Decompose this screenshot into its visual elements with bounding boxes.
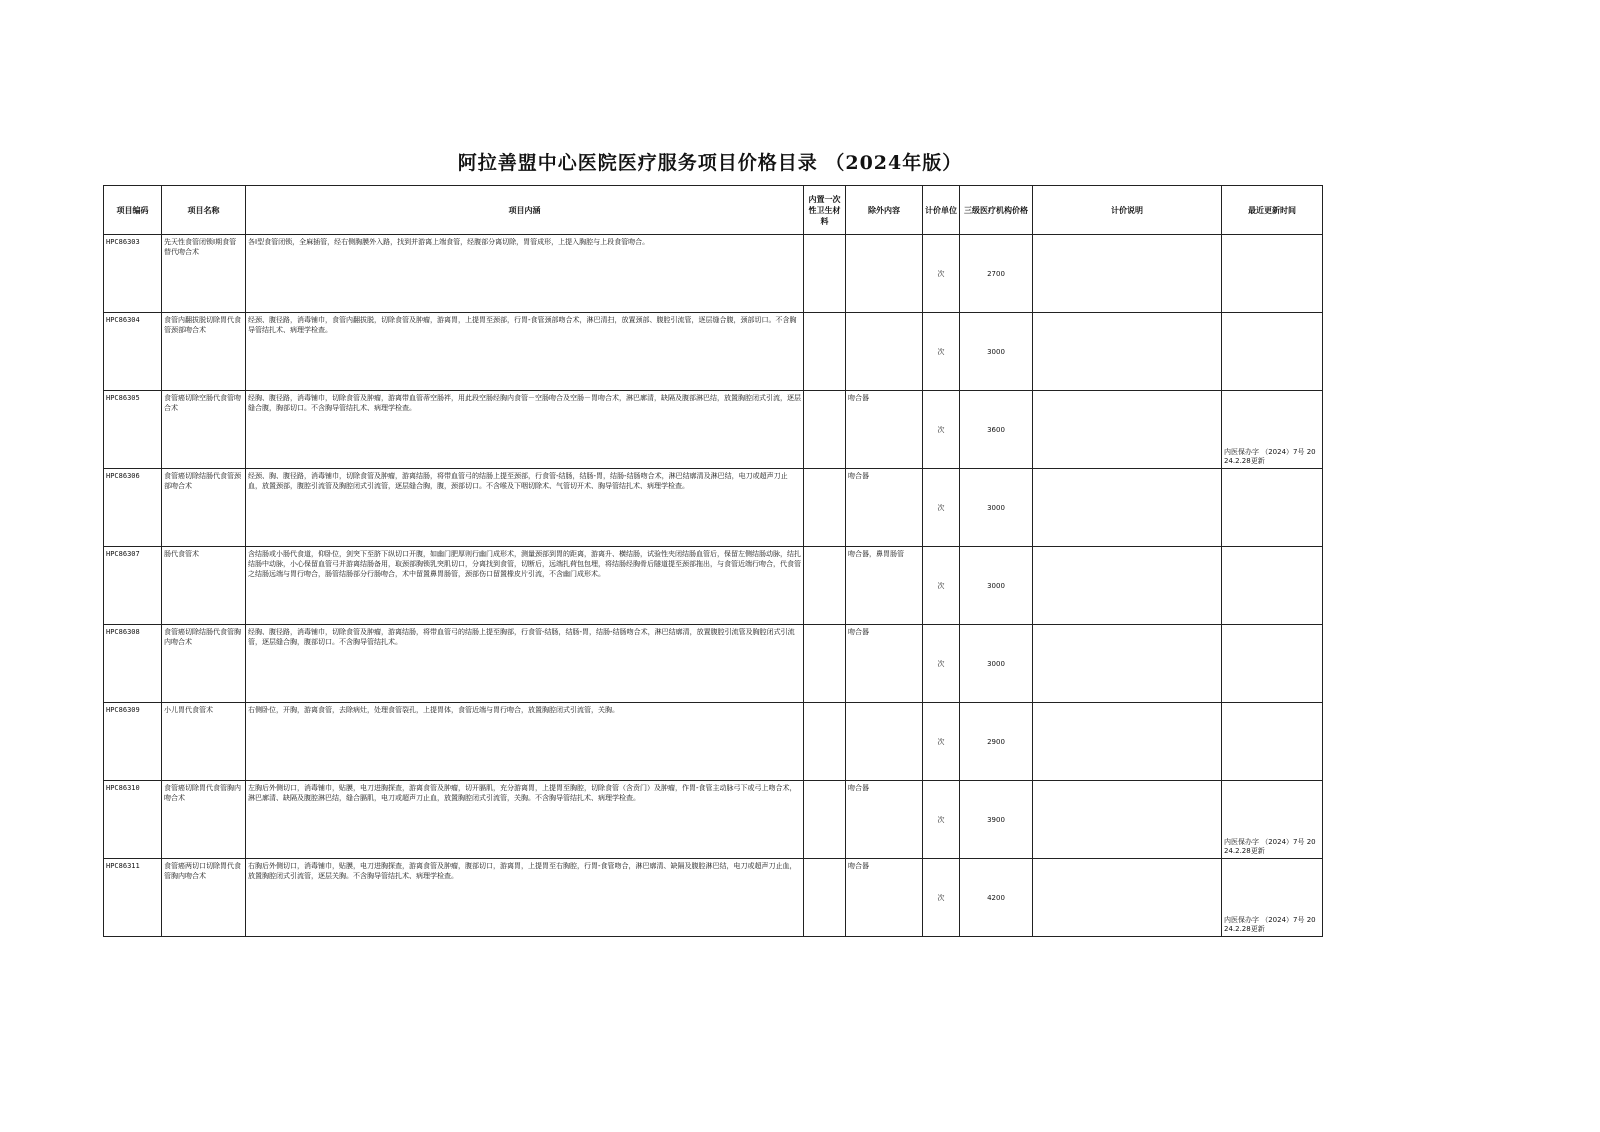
item-updated	[1222, 625, 1323, 703]
item-material	[804, 625, 846, 703]
item-excluded: 吻合器，鼻胃肠管	[846, 547, 923, 625]
item-content: 经颈、腹径路，消毒铺巾，食管内翻拔脱，切除食管及肿瘤，游离胃，上提胃至颈部，行胃-食管颈部吻合术，淋巴清扫，放置颈部、腹腔引流管，逐层缝合腹，颈部切口。不含胸导管结扎术、病理学检查。	[246, 313, 804, 391]
item-excluded: 吻合器	[846, 625, 923, 703]
item-excluded: 吻合器	[846, 781, 923, 859]
price-table	[103, 185, 1323, 937]
item-updated	[1222, 235, 1323, 313]
item-unit: 次	[923, 469, 960, 547]
item-material	[804, 781, 846, 859]
col-header-material: 内置一次性卫生材料	[804, 186, 846, 235]
item-content: 左胸后外侧切口，消毒铺巾，贴膜，电刀进胸探查，游离食管及肿瘤，切开膈肌，充分游离胃，上提胃至胸腔，切除食管（含贲门）及肿瘤，作胃-食管主动脉弓下或弓上吻合术，淋巴廓清、缺隔及腹腔淋巴结，缝合膈肌，电刀或超声刀止血，放置胸腔闭式引流管，关胸。不含胸导管结扎术、病理学检查。	[246, 781, 804, 859]
item-note	[1033, 859, 1222, 937]
table-row	[104, 469, 1323, 547]
item-price: 3900	[960, 781, 1033, 859]
item-content: 右侧卧位，开胸，游离食管，去除病灶，处理食管裂孔，上提胃体，食管近端与胃行吻合，放置胸腔闭式引流管，关胸。	[246, 703, 804, 781]
col-header-excluded: 除外内容	[846, 186, 923, 235]
item-note	[1033, 781, 1222, 859]
item-content: 经胸、腹径路，消毒铺巾，切除食管及肿瘤，游离带血管蒂空肠袢，用此段空肠经胸内食管－空肠吻合及空肠－胃吻合术，淋巴廓清，缺隔及腹部淋巴结，放置胸腔闭式引流，逐层缝合腹，胸部切口。不含胸导管结扎术、病理学检查。	[246, 391, 804, 469]
item-code: HPC86311	[104, 859, 162, 937]
item-note	[1033, 313, 1222, 391]
item-code: HPC86305	[104, 391, 162, 469]
item-name: 先天性食管闭锁Ⅰ期食管替代吻合术	[162, 235, 246, 313]
item-code: HPC86304	[104, 313, 162, 391]
item-excluded: 吻合器	[846, 859, 923, 937]
item-name: 食管癌切除结肠代食管胸内吻合术	[162, 625, 246, 703]
item-price: 3000	[960, 313, 1033, 391]
header-row	[104, 186, 1323, 235]
item-note	[1033, 547, 1222, 625]
item-code: HPC86303	[104, 235, 162, 313]
item-price: 3000	[960, 469, 1033, 547]
item-name: 肠代食管术	[162, 547, 246, 625]
item-updated	[1222, 547, 1323, 625]
item-content: 经胸、腹径路，消毒铺巾，切除食管及肿瘤，游离结肠，将带血管弓的结肠上提至胸部，行食管-结肠，结肠-胃，结肠-结肠吻合术，淋巴结廓清，放置腹腔引流管及胸腔闭式引流管，逐层缝合胸，腹部切口。不含胸导管结扎术。	[246, 625, 804, 703]
item-unit: 次	[923, 625, 960, 703]
item-note	[1033, 235, 1222, 313]
col-header-price: 三级医疗机构价格	[960, 186, 1033, 235]
item-content: 右胸后外侧切口，消毒铺巾，贴膜，电刀进胸探查，游离食管及肿瘤，腹部切口，游离胃，上提胃至右胸腔，行胃-食管吻合，淋巴廓清、缺隔及腹腔淋巴结，电刀或超声刀止血，放置胸腔闭式引流管，逐层关胸。不含胸导管结扎术、病理学检查。	[246, 859, 804, 937]
item-name: 食管内翻拔脱切除胃代食管颈部吻合术	[162, 313, 246, 391]
item-price: 4200	[960, 859, 1033, 937]
col-header-unit: 计价单位	[923, 186, 960, 235]
item-material	[804, 391, 846, 469]
item-material	[804, 859, 846, 937]
col-header-note: 计价说明	[1033, 186, 1222, 235]
table-row	[104, 313, 1323, 391]
item-content: 经颈、胸、腹径路，消毒铺巾，切除食管及肿瘤，游离结肠，将带血管弓的结肠上提至颈部，行食管-结肠，结肠-胃，结肠-结肠吻合术，淋巴结廓清及淋巴结，电刀或超声刀止血，放置颈部，腹腔引流管及胸腔闭式引流管，逐层缝合胸，腹，颈部切口。不含喉及下咽切除术、气管切开术、胸导管结扎术、病理学检查。	[246, 469, 804, 547]
col-header-name: 项目名称	[162, 186, 246, 235]
item-unit: 次	[923, 859, 960, 937]
item-name: 食管癌切除胃代食管胸内吻合术	[162, 781, 246, 859]
page-title: 阿拉善盟中心医院医疗服务项目价格目录 （2024年版）	[457, 152, 963, 174]
item-content: 含结肠或小肠代食道，仰卧位，剑突下至脐下纵切口开腹，如幽门肥厚则行幽门成形术，测量颈部到胃的距离，游离升、横结肠，试验性夹闭结肠血管后，保留左侧结肠动脉，结扎结肠中动脉，小心保留血管弓并游离结肠备用，取颈部胸锁乳突肌切口，分离找到食管，切断后，远端扎荷包包埋，将结肠经胸骨后隧道提至颈部拖出，与食管近端行吻合，代食管之结肠远端与胃行吻合，肠管结肠部分行肠吻合，术中留置鼻胃肠管，颈部伤口留置橡皮片引流，不含幽门成形术。	[246, 547, 804, 625]
item-content: 各Ⅰ型食管闭锁，全麻插管，经右侧胸膜外入路，找到并游离上端食管，经腹部分离切除，胃管成形，上提入胸腔与上段食管吻合。	[246, 235, 804, 313]
item-unit: 次	[923, 235, 960, 313]
item-excluded: 吻合器	[846, 391, 923, 469]
item-updated	[1222, 313, 1323, 391]
item-excluded	[846, 313, 923, 391]
item-material	[804, 703, 846, 781]
table-row	[104, 235, 1323, 313]
col-header-updated: 最近更新时间	[1222, 186, 1323, 235]
item-code: HPC86309	[104, 703, 162, 781]
item-unit: 次	[923, 391, 960, 469]
item-material	[804, 547, 846, 625]
item-code: HPC86307	[104, 547, 162, 625]
table-row	[104, 781, 1323, 859]
table-row	[104, 703, 1323, 781]
item-name: 食管癌切除结肠代食管颈部吻合术	[162, 469, 246, 547]
item-note	[1033, 391, 1222, 469]
item-updated: 内医保办字 （2024）7号 2024.2.28更新	[1222, 391, 1323, 469]
item-name: 食管癌切除空肠代食管吻合术	[162, 391, 246, 469]
item-name: 食管癌两切口切除胃代食管胸内吻合术	[162, 859, 246, 937]
item-price: 2700	[960, 235, 1033, 313]
item-material	[804, 469, 846, 547]
table-row	[104, 547, 1323, 625]
item-note	[1033, 703, 1222, 781]
item-unit: 次	[923, 547, 960, 625]
item-price: 3000	[960, 625, 1033, 703]
col-header-content: 项目内涵	[246, 186, 804, 235]
item-updated: 内医保办字 （2024）7号 2024.2.28更新	[1222, 859, 1323, 937]
item-updated: 内医保办字 （2024）7号 2024.2.28更新	[1222, 781, 1323, 859]
table-row	[104, 859, 1323, 937]
item-price: 3600	[960, 391, 1033, 469]
item-name: 小儿胃代食管术	[162, 703, 246, 781]
item-material	[804, 313, 846, 391]
item-code: HPC86308	[104, 625, 162, 703]
item-code: HPC86306	[104, 469, 162, 547]
item-updated	[1222, 703, 1323, 781]
item-price: 3000	[960, 547, 1033, 625]
item-code: HPC86310	[104, 781, 162, 859]
item-price: 2900	[960, 703, 1033, 781]
item-material	[804, 235, 846, 313]
item-unit: 次	[923, 313, 960, 391]
item-note	[1033, 625, 1222, 703]
item-excluded	[846, 703, 923, 781]
item-unit: 次	[923, 781, 960, 859]
table-row	[104, 625, 1323, 703]
item-excluded	[846, 235, 923, 313]
item-excluded: 吻合器	[846, 469, 923, 547]
item-unit: 次	[923, 703, 960, 781]
col-header-code: 项目编码	[104, 186, 162, 235]
table-row	[104, 391, 1323, 469]
item-updated	[1222, 469, 1323, 547]
item-note	[1033, 469, 1222, 547]
